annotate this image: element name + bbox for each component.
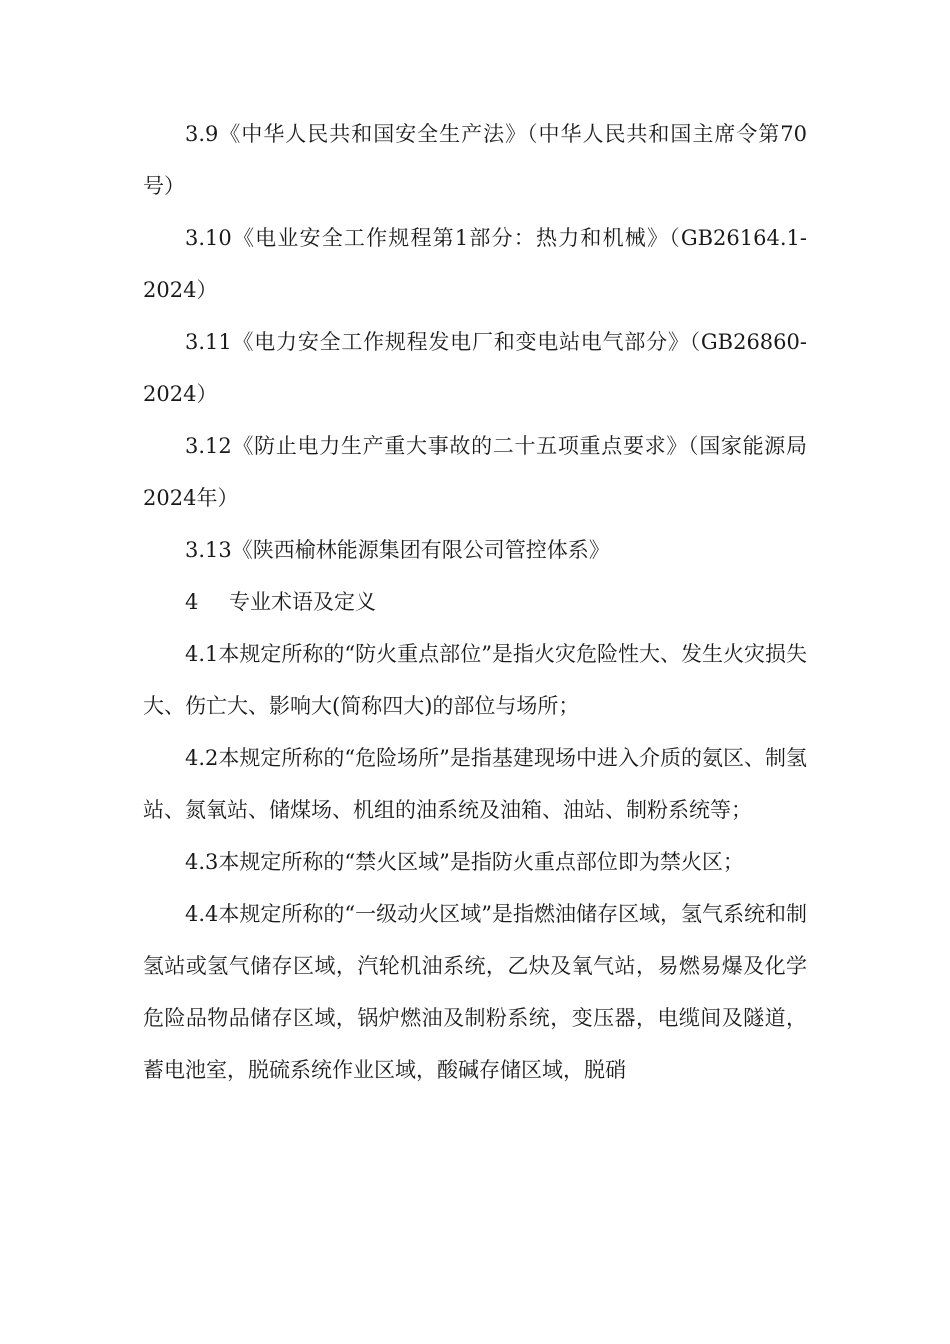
definition-4-2: 4.2本规定所称的“危险场所”是指基建现场中进入介质的氨区、制氢站、氮氧站、储煤场、机组的油系统及油箱、油站、制粉系统等； [143, 746, 807, 822]
section-heading [143, 576, 807, 628]
definition-4-1: 4.1本规定所称的“防火重点部位”是指火灾危险性大、发生火灾损失大、伤亡大、影响大(简称四大)的部位与场所； [143, 642, 807, 718]
paragraph-3-10: 3.10《电业安全工作规程第1部分：热力和机械》（GB26164.1-2024） [143, 226, 807, 302]
section-title: 专业术语及定义 [229, 590, 376, 614]
paragraph-3-9: 3.9《中华人民共和国安全生产法》（中华人民共和国主席令第70号） [143, 122, 807, 198]
definition-4-3: 4.3本规定所称的“禁火区域”是指防火重点部位即为禁火区； [185, 850, 744, 874]
document-body [143, 108, 807, 1096]
definition-4-4: 4.4本规定所称的“一级动火区域”是指燃油储存区域，氢气系统和制氢站或氢气储存区域，汽轮机油系统，乙炔及氧气站，易燃易爆及化学危险品物品储存区域，锅炉燃油及制粉系统，变压器，电缆间及隧道，蓄电池室，脱硫系统作业区域，酸碱存储区域，脱硝 [143, 902, 807, 1082]
paragraph-3-11: 3.11《电力安全工作规程发电厂和变电站电气部分》（GB26860-2024） [143, 330, 807, 406]
paragraph-3-12: 3.12《防止电力生产重大事故的二十五项重点要求》（国家能源局2024年） [143, 434, 807, 510]
section-number: 4 [185, 590, 199, 614]
paragraph-3-13: 3.13《陕西榆林能源集团有限公司管控体系》 [185, 538, 610, 562]
